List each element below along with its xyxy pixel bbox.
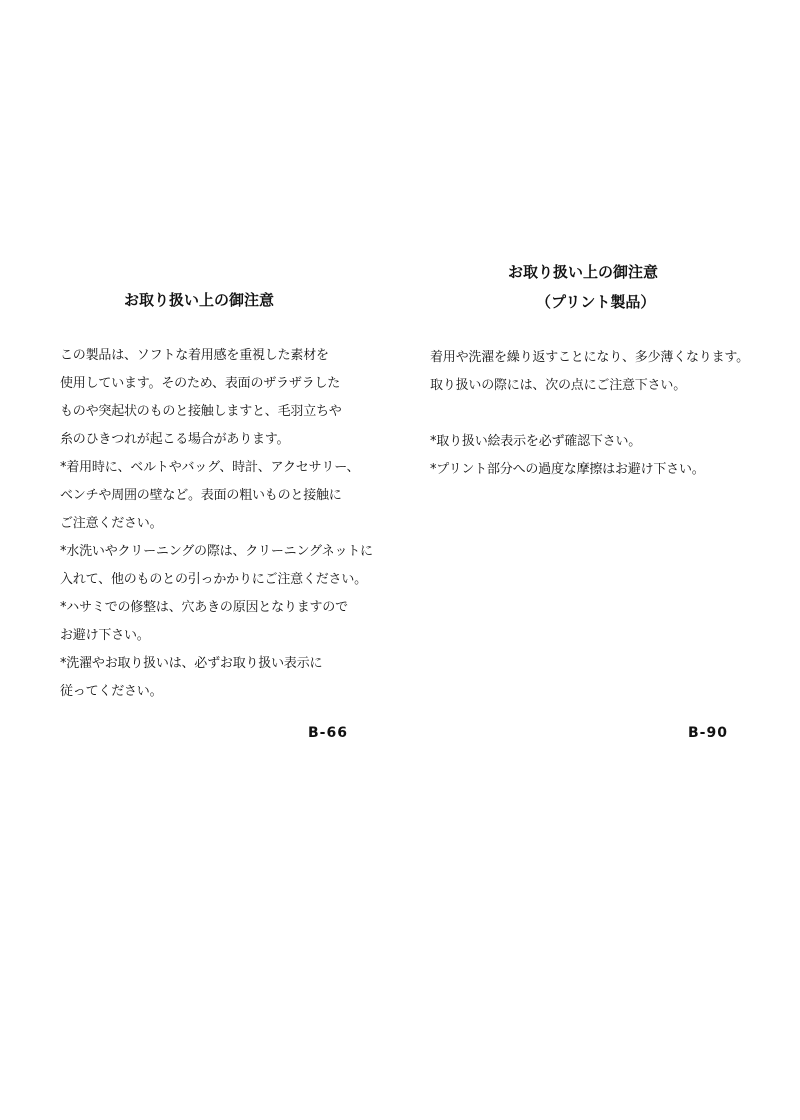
left-body-line: ご注意ください。 [60,516,163,531]
left-body-line: ベンチや周囲の壁など。表面の粗いものと接触に [60,488,342,503]
left-body-line: 糸のひきつれが起こる場合があります。 [60,432,290,447]
right-body-line: 着用や洗濯を繰り返すことになり、多少薄くなります。 [430,350,749,365]
left-body-line: 使用しています。そのため、表面のザラザラした [60,376,341,391]
left-body-line: 従ってください。 [60,684,163,699]
left-body-line: 入れて、他のものとの引っかかりにご注意ください。 [60,572,367,587]
left-body-line: お避け下さい。 [60,628,150,643]
left-body-line: この製品は、ソフトな着用感を重視した素材を [60,348,329,363]
left-body-line: *水洗いやクリーニングの際は、クリーニングネットに [60,544,373,559]
left-body-line: ものや突起状のものと接触しますと、毛羽立ちや [60,404,342,419]
right-panel-title: お取り扱い上の御注意 [508,263,659,281]
left-product-code: B-66 [308,725,348,741]
left-body-line: *洗濯やお取り扱いは、必ずお取り扱い表示に [60,656,323,671]
right-product-code: B-90 [688,725,728,741]
right-body-line: 取り扱いの際には、次の点にご注意下さい。 [430,378,687,393]
left-body-line: *ハサミでの修整は、穴あきの原因となりますので [60,600,348,615]
left-body-line: *着用時に、ベルトやバッグ、時計、アクセサリー、 [60,460,360,475]
right-body-line: *取り扱い絵表示を必ず確認下さい。 [430,434,642,449]
right-body-line: *プリント部分への過度な摩擦はお避け下さい。 [430,462,705,477]
left-panel-title: お取り扱い上の御注意 [124,291,275,309]
right-panel-subtitle: （プリント製品） [536,293,656,311]
